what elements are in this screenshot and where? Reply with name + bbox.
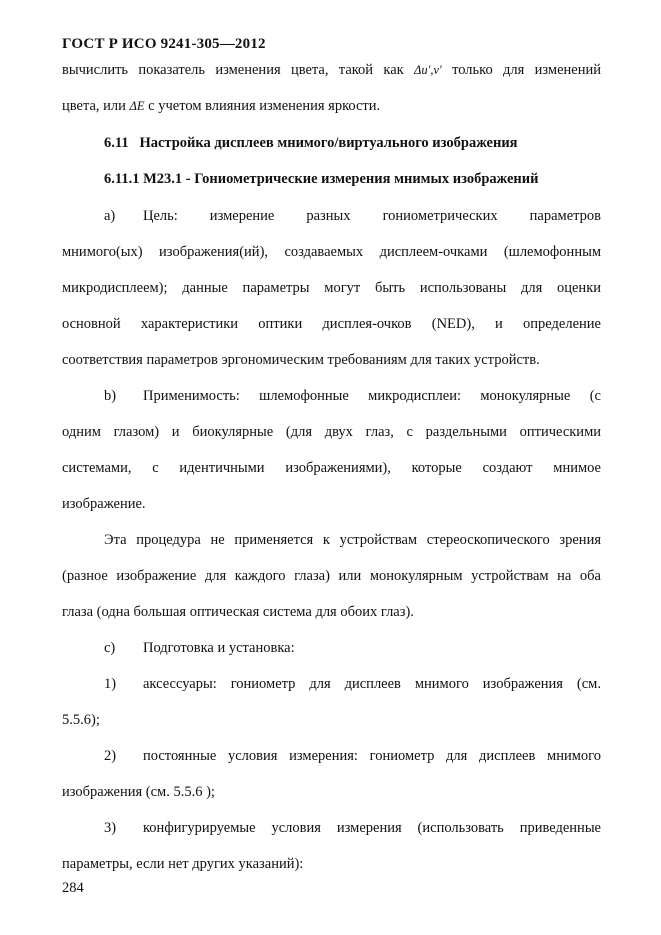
paragraph-line: (разное изображение для каждого глаза) или монокулярным устройствам на оба [62,568,601,584]
text-line: соответствия параметров эргономическим требованиям для таких устройств. [62,352,540,368]
text-line: 5.5.6); [62,712,100,728]
list-item-3-line-1: конфигурируемые условия измерения (использовать приведенные [143,820,601,836]
text-line: мнимого(ых) изображения(ий), создаваемых дисплеем-очками (шлемофонным [62,244,601,260]
text-line: одним глазом) и биокулярные (для двух глаз, с раздельными оптическими [62,424,601,440]
text-line: системами, с идентичными изображениями), которые создают мнимое [62,460,601,476]
paragraph-line: глаза (одна большая оптическая система для обоих глаз). [62,604,414,620]
text-fragment: только для изменений [452,62,602,78]
text-line: микродисплеем); данные параметры могут быть использованы для оценки [62,280,601,296]
text-line: изображения (см. 5.5.6 ); [62,784,215,800]
text-fragment: вычислить показатель изменения цвета, такой как [62,62,404,78]
section-heading-6-11-1: 6.11.1 М23.1 - Гониометрические измерения мнимых изображений [104,171,539,187]
list-item-a-line-1: Цель: измерение разных гониометрических параметров [143,208,601,224]
math-delta-uv: Δu′,v′ [414,63,442,77]
section-heading-6-11: 6.11 Настройка дисплеев мнимого/виртуального изображения [104,135,518,151]
list-marker-b: b) [104,388,117,404]
text-fragment: цвета, или [62,98,126,114]
list-marker-c: c) [104,640,116,656]
list-item-b-line-1: Применимость: шлемофонные микродисплеи: монокулярные (с [143,388,601,404]
list-marker-a: a) [104,208,116,224]
list-item-1-line-1: аксессуары: гониометр для дисплеев мнимого изображения (см. [143,676,601,692]
text-line: основной характеристики оптики дисплея-очков (NED), и определение [62,316,601,332]
page-number: 284 [62,880,84,896]
text-line: параметры, если нет других указаний): [62,856,304,872]
list-item-2-line-1: постоянные условия измерения: гониометр для дисплеев мнимого [143,748,601,764]
paragraph-line: Эта процедура не применяется к устройствам стереоскопического зрения [104,532,601,548]
list-marker-3: 3) [104,820,117,836]
text-fragment: с учетом влияния изменения яркости. [148,98,381,114]
list-item-c: Подготовка и установка: [143,640,295,656]
list-marker-2: 2) [104,748,117,764]
text-line [62,97,601,115]
math-delta-e: ΔE [129,99,145,113]
list-marker-1: 1) [104,676,117,692]
text-line [62,61,601,79]
document-header: ГОСТ Р ИСО 9241-305—2012 [62,36,266,52]
text-line: изображение. [62,496,146,512]
